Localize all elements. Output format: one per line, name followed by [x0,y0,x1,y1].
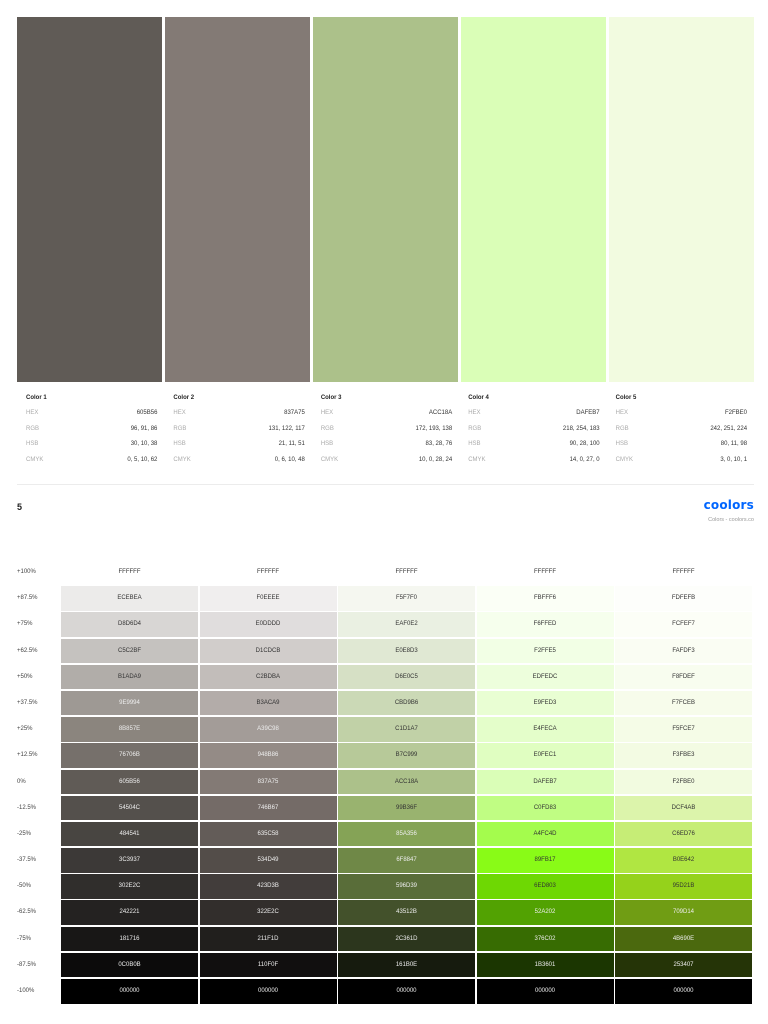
shade-cell[interactable]: ACC18A [338,770,475,795]
color-name: Color 5 [615,395,637,401]
shade-row [17,979,754,1004]
shade-level-label: +75% [17,621,33,628]
shade-level-label: -25% [17,830,32,837]
color-swatch-2[interactable] [165,17,310,382]
shade-cell[interactable]: FBFFF6 [477,586,614,611]
shade-cell[interactable]: 000000 [338,979,475,1004]
shade-cell[interactable]: EAF0E2 [338,612,475,637]
shade-cell[interactable]: 709D14 [615,900,752,925]
shade-cell[interactable]: 423D3B [200,874,337,899]
rgb-label: RGB [173,425,187,432]
info-row-hsb [173,437,304,453]
info-row-rgb [173,422,304,438]
shade-cell[interactable]: 95D21B [615,874,752,899]
shade-cell[interactable]: 484541 [61,822,198,847]
hex-value: F2FBE0 [725,410,748,416]
brand-credit: Colors - coolors.co [708,517,754,523]
shade-cell[interactable]: F5F7F0 [338,586,475,611]
shade-cell[interactable]: C6ED76 [615,822,752,847]
shade-cell[interactable]: 181716 [61,927,198,952]
shade-cell[interactable]: C0FD83 [477,796,614,821]
shade-cell[interactable]: 000000 [615,979,752,1004]
shade-level-label: -62.5% [17,909,37,916]
shade-cell[interactable]: F7FCEB [615,691,752,716]
shade-cell[interactable]: F2FFE5 [477,639,614,664]
shade-cell[interactable]: CBD9B6 [338,691,475,716]
coolors-logo: coolors [703,498,754,512]
hsb-label: HSB [26,441,39,447]
shade-cell[interactable]: 76706B [61,743,198,768]
shade-cell[interactable]: DAFEB7 [477,770,614,795]
shade-level-label: -75% [17,935,32,942]
shade-cell[interactable]: D1CDCB [200,639,337,664]
shade-cell[interactable]: B0E642 [615,848,752,873]
info-row-hex [173,406,304,422]
info-row-hex [321,406,452,422]
palette-count: 5 [17,502,23,512]
shade-cell[interactable]: 43512B [338,900,475,925]
shade-cell[interactable]: B7C999 [338,743,475,768]
hsb-label: HSB [468,441,481,447]
shade-cell[interactable]: 54504C [61,796,198,821]
rgb-value: 172, 193, 138 [415,425,453,432]
shade-cell[interactable]: 85A356 [338,822,475,847]
divider [17,484,754,485]
shade-cell[interactable]: F8FDEF [615,665,752,690]
shade-cell[interactable]: A39C98 [200,717,337,742]
shade-cell[interactable]: 948B86 [200,743,337,768]
cmyk-value: 0, 6, 10, 48 [274,456,305,463]
color-name: Color 3 [320,395,342,401]
shade-row [17,822,754,847]
shade-level-label: -87.5% [17,961,37,968]
info-row-hsb [468,437,599,453]
info-row-hsb [321,437,452,453]
shade-cell[interactable]: 0C0B0B [61,953,198,978]
info-row-hex [26,406,157,422]
rgb-value: 131, 122, 117 [268,425,305,432]
cmyk-value: 10, 0, 28, 24 [418,456,453,463]
shade-level-label: +37.5% [17,699,38,706]
rgb-label: RGB [26,425,40,432]
shade-cell[interactable]: 253407 [615,953,752,978]
shade-level-label: +12.5% [17,752,38,759]
rgb-label: RGB [468,425,482,432]
shade-row [17,639,754,664]
info-row-cmyk [173,453,304,469]
color-swatch-4[interactable] [461,17,606,382]
shade-cell[interactable]: 1B3601 [477,953,614,978]
shade-row [17,717,754,742]
color-swatch-1[interactable] [17,17,162,382]
shade-cell[interactable]: 746B67 [200,796,337,821]
shade-cell[interactable]: C5C2BF [61,639,198,664]
shade-cell[interactable]: 376C02 [477,927,614,952]
shade-level-label: +100% [17,569,36,575]
rgb-label: RGB [615,425,629,432]
color-name: Color 4 [468,395,489,401]
color-info-table [17,390,754,468]
rgb-label: RGB [320,425,334,432]
info-row-cmyk [321,453,452,469]
hex-label: HEX [173,410,186,416]
color-name: Color 2 [173,395,195,401]
hsb-value: 21, 11, 51 [278,441,305,447]
shade-cell[interactable]: D8D6D4 [61,612,198,637]
hex-label: HEX [468,410,481,416]
shade-cell[interactable]: FFFFFF [61,560,198,585]
shade-cell[interactable]: F2FBE0 [615,770,752,795]
shade-cell[interactable]: 89FB17 [477,848,614,873]
shade-cell[interactable]: DCF4AB [615,796,752,821]
shade-row [17,796,754,821]
cmyk-value: 14, 0, 27, 0 [569,456,600,463]
shade-cell[interactable]: EDFEDC [477,665,614,690]
shade-cell[interactable]: F5FCE7 [615,717,752,742]
hex-value: 605B56 [136,410,158,416]
hsb-label: HSB [173,441,186,447]
hsb-label: HSB [615,441,628,447]
color-name: Color 1 [26,395,47,401]
hex-value: 837A75 [284,410,305,416]
shade-cell[interactable]: FFFFFF [338,560,475,585]
shade-level-label: +50% [17,673,33,680]
info-row-hsb [26,437,157,453]
shade-row [17,586,754,611]
shade-level-label: -37.5% [17,857,37,864]
shade-cell[interactable]: D6E0C5 [338,665,475,690]
shade-level-label: +62.5% [17,647,38,654]
shade-cell[interactable]: FCFEF7 [615,612,752,637]
shade-cell[interactable]: 3C3937 [61,848,198,873]
shade-cell[interactable]: 596D39 [338,874,475,899]
shade-cell[interactable]: 635C58 [200,822,337,847]
info-row-rgb [26,422,157,438]
shade-cell[interactable]: B3ACA9 [200,691,337,716]
hsb-value: 80, 11, 98 [720,441,748,447]
shade-row [17,560,754,585]
shade-cell[interactable]: 242221 [61,900,198,925]
hex-label: HEX [320,410,334,416]
hex-value: ACC18A [428,410,453,416]
shade-cell[interactable]: 2C361D [338,927,475,952]
palette-swatches [17,17,754,382]
shade-cell[interactable]: FFFFFF [477,560,614,585]
color-info-1 [17,390,164,468]
color-swatch-5[interactable] [609,17,754,382]
shade-row [17,665,754,690]
info-row-rgb [321,422,452,438]
shade-cell[interactable]: 000000 [61,979,198,1004]
shade-level-label: 0% [17,778,26,785]
shade-row [17,874,754,899]
shade-cell[interactable]: 837A75 [200,770,337,795]
hex-value: DAFEB7 [576,410,600,416]
shade-cell[interactable]: E4FECA [477,717,614,742]
shade-cell[interactable]: F3FBE3 [615,743,752,768]
shade-cell[interactable]: F6FFED [477,612,614,637]
hex-label: HEX [26,410,39,416]
cmyk-label: CMYK [26,456,44,463]
info-row-rgb [468,422,599,438]
shade-row [17,927,754,952]
shade-cell[interactable]: E9FED3 [477,691,614,716]
rgb-value: 242, 251, 224 [710,425,748,432]
color-info-2 [164,390,311,468]
cmyk-label: CMYK [615,456,633,463]
shade-cell[interactable]: 4B690E [615,927,752,952]
hsb-value: 83, 28, 76 [425,441,453,447]
shade-row [17,743,754,768]
shade-cell[interactable]: 110F0F [200,953,337,978]
hex-label: HEX [615,410,628,416]
cmyk-label: CMYK [320,456,339,463]
cmyk-label: CMYK [173,456,191,463]
shade-cell[interactable]: C2BDBA [200,665,337,690]
shade-row [17,770,754,795]
shade-cell[interactable]: B1ADA9 [61,665,198,690]
info-row-cmyk [616,453,747,469]
shade-cell[interactable]: 302E2C [61,874,198,899]
shade-cell[interactable]: FDFEFB [615,586,752,611]
shade-level-label: +25% [17,726,33,733]
shade-cell[interactable]: 211F1D [200,927,337,952]
shade-cell[interactable]: 322E2C [200,900,337,925]
info-row-cmyk [26,453,157,469]
shade-cell[interactable]: A4FC4D [477,822,614,847]
shade-cell[interactable]: 161B0E [338,953,475,978]
shades-table [17,560,754,1005]
shade-cell[interactable]: FFFFFF [615,560,752,585]
shade-cell[interactable]: 6ED803 [477,874,614,899]
shade-row [17,612,754,637]
shade-cell[interactable]: E0DDDD [200,612,337,637]
shade-cell[interactable]: E0FEC1 [477,743,614,768]
shade-row [17,691,754,716]
shade-cell[interactable]: ECEBEA [61,586,198,611]
rgb-value: 218, 254, 183 [562,425,600,432]
info-row-hsb [616,437,747,453]
shade-cell[interactable]: FAFDF3 [615,639,752,664]
cmyk-value: 0, 5, 10, 62 [127,456,158,463]
shade-level-label: -100% [17,988,35,994]
hsb-label: HSB [320,441,334,447]
info-row-hex [616,406,747,422]
shade-cell[interactable]: 52A202 [477,900,614,925]
shade-cell[interactable]: 000000 [200,979,337,1004]
shade-level-label: +87.5% [17,595,38,602]
shade-cell[interactable]: 9E9994 [61,691,198,716]
shade-cell[interactable]: 8B857E [61,717,198,742]
shade-cell[interactable]: 534D49 [200,848,337,873]
shade-cell[interactable]: FFFFFF [200,560,337,585]
shade-level-label: -12.5% [17,804,37,811]
shade-cell[interactable]: C1D1A7 [338,717,475,742]
color-info-4 [459,390,606,468]
info-row-rgb [616,422,747,438]
color-info-5 [607,390,754,468]
shade-cell[interactable]: 000000 [477,979,614,1004]
cmyk-label: CMYK [468,456,486,463]
info-row-hex [468,406,599,422]
hsb-value: 90, 28, 100 [569,441,600,447]
shade-row [17,900,754,925]
shade-cell[interactable]: E0E8D3 [338,639,475,664]
shade-cell[interactable]: 6F8847 [338,848,475,873]
shade-row [17,953,754,978]
hsb-value: 30, 10, 38 [130,441,158,447]
brand-block [704,498,754,523]
info-row-cmyk [468,453,599,469]
shade-cell[interactable]: 99B36F [338,796,475,821]
shade-row [17,848,754,873]
color-info-3 [312,390,459,468]
shade-cell[interactable]: F0EEEE [200,586,337,611]
rgb-value: 96, 91, 86 [130,425,158,432]
color-swatch-3[interactable] [313,17,458,382]
shade-level-label: -50% [17,883,32,890]
cmyk-value: 3, 0, 10, 1 [720,456,748,463]
shade-cell[interactable]: 605B56 [61,770,198,795]
